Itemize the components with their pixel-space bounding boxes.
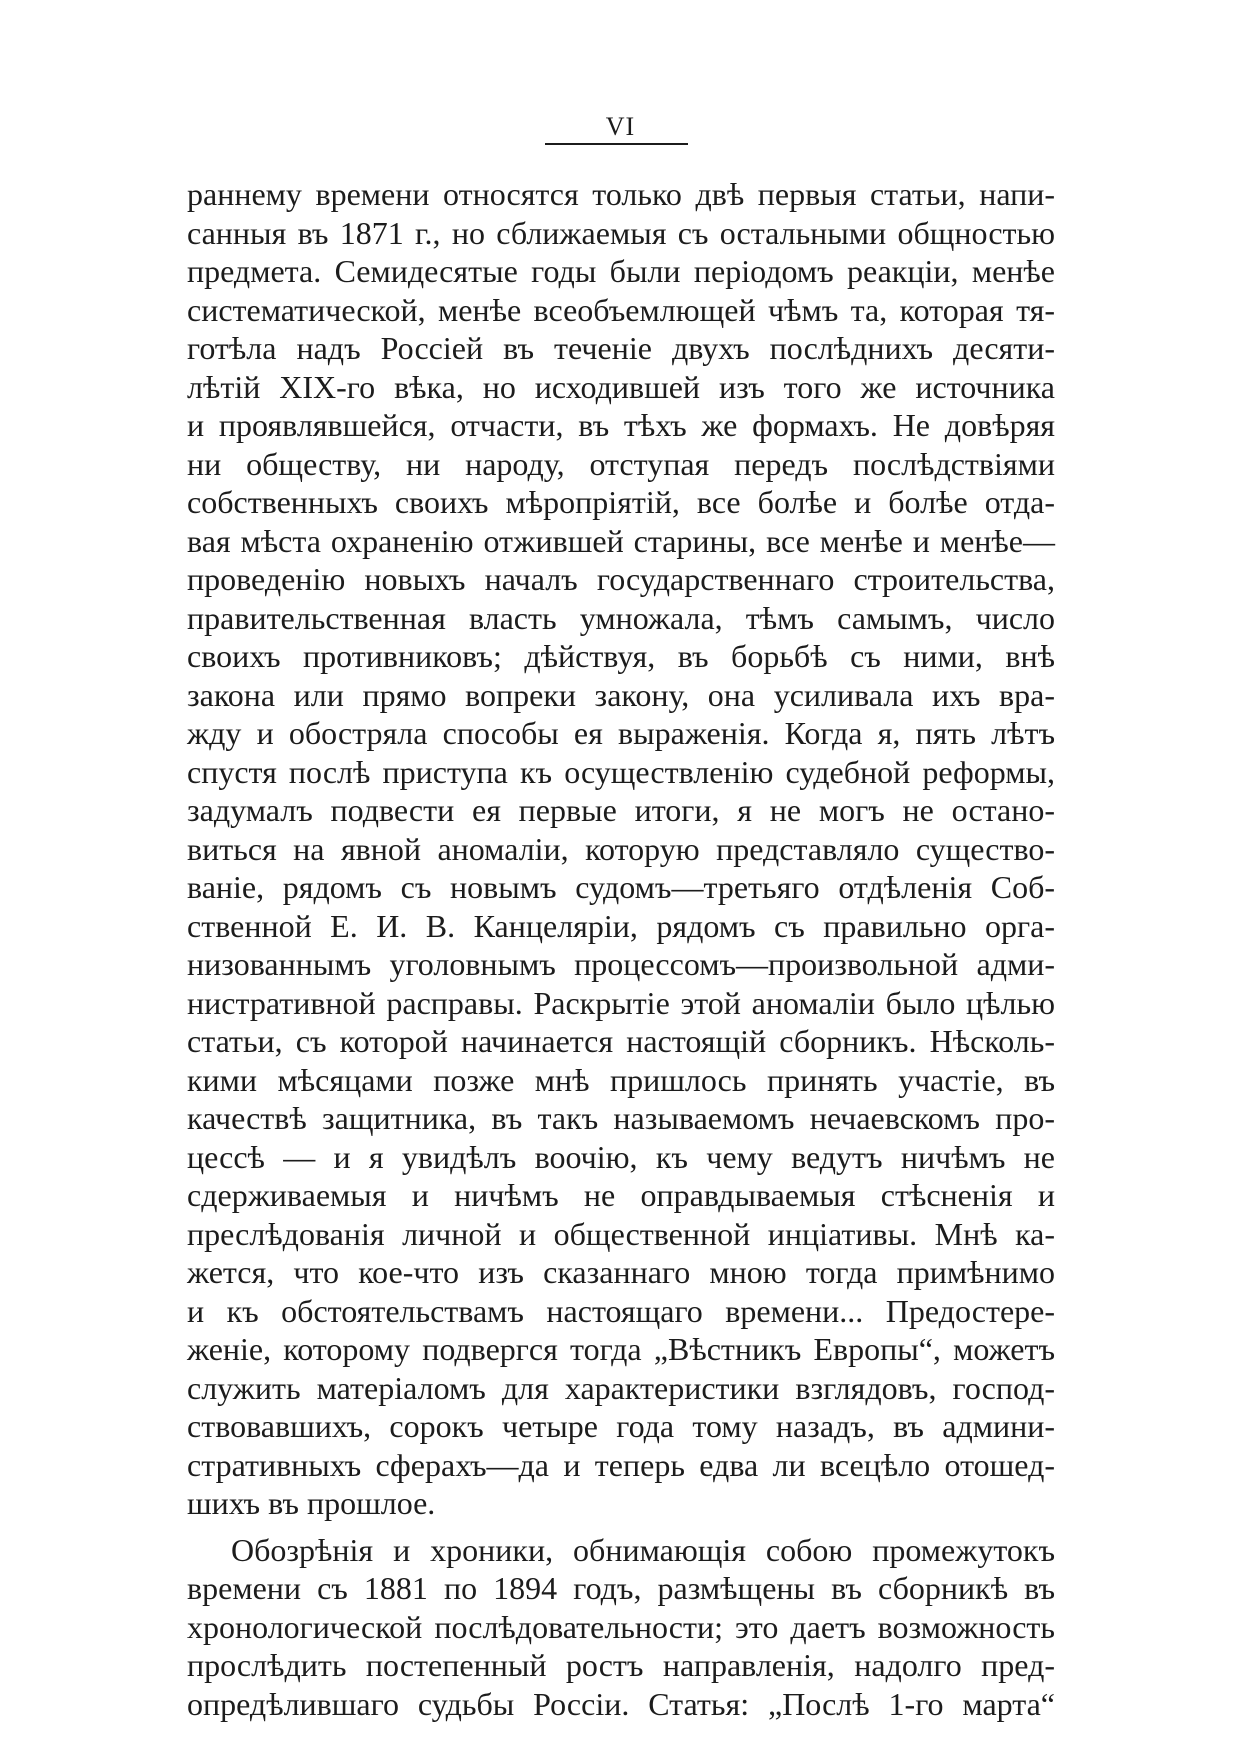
- text-line: шихъ въ прошлое.: [187, 1485, 436, 1521]
- text-line: стративныхъ сферахъ—да и теперь едва ли всецѣло отошед-: [187, 1446, 1055, 1483]
- text-line: предмета. Семидесятые годы были періодомъ реакціи, менѣе: [187, 253, 1055, 289]
- text-line: правительственная власть умножала, тѣмъ самымъ, число: [187, 599, 1055, 636]
- text-line: своихъ противниковъ; дѣйствуя, въ борьбѣ съ ними, внѣ: [187, 638, 1055, 674]
- text-line: низованнымъ уголовнымъ процессомъ—произвольной адми-: [187, 946, 1055, 982]
- text-line: статьи, съ которой начинается настоящій сборникъ. Нѣсколь-: [187, 1023, 1055, 1059]
- text-line: жется, что кое-что изъ сказаннаго мною тогда примѣнимо: [187, 1254, 1055, 1290]
- text-line: вая мѣста охраненію отжившей старины, все менѣе и менѣе—: [187, 522, 1055, 559]
- text-line: времени съ 1881 по 1894 годъ, размѣщены въ сборникѣ въ: [187, 1570, 1055, 1606]
- page-number: VI: [605, 112, 636, 141]
- paragraph-gap: [187, 1523, 1055, 1531]
- text-line: жду и обостряла способы ея выраженія. Когда я, пять лѣтъ: [187, 715, 1055, 751]
- text-line: санныя въ 1871 г., но сближаемыя съ остальными общностью: [187, 214, 1055, 251]
- text-line: ствовавшихъ, сорокъ четыре года тому назадъ, въ админи-: [187, 1408, 1055, 1444]
- text-line: готѣла надъ Россіей въ теченіе двухъ послѣднихъ десяти-: [187, 330, 1055, 366]
- text-line: служить матеріаломъ для характеристики взглядовъ, господ-: [187, 1369, 1055, 1406]
- text-line: и проявлявшейся, отчасти, въ тѣхъ же формахъ. Не довѣряя: [187, 407, 1055, 443]
- text-line: преслѣдованія личной и общественной инціативы. Мнѣ ка-: [187, 1215, 1055, 1252]
- text-line: лѣтій XIX-го вѣка, но исходившей изъ того же источника: [187, 368, 1055, 405]
- header-rule: [545, 143, 688, 145]
- text-line: ни обществу, ни народу, отступая передъ послѣдствіями: [187, 445, 1055, 482]
- text-line: ственной Е. И. В. Канцеляріи, рядомъ съ правильно орга-: [187, 907, 1055, 944]
- text-line: прослѣдить постепенный ростъ направленія, надолго пред-: [187, 1647, 1055, 1683]
- text-line: женіе, которому подвергся тогда „Вѣстникъ Европы“, можетъ: [187, 1331, 1055, 1367]
- text-line: нистративной расправы. Раскрытіе этой аномаліи было цѣлью: [187, 984, 1055, 1021]
- text-line: кими мѣсяцами позже мнѣ пришлось принять участіе, въ: [187, 1061, 1055, 1098]
- text-line: виться на явной аномаліи, которую представляло существо-: [187, 830, 1055, 867]
- text-line: проведенію новыхъ началъ государственнаго строительства,: [187, 561, 1055, 597]
- text-line: закона или прямо вопреки закону, она усиливала ихъ вра-: [187, 676, 1055, 713]
- paragraph-2: [187, 1531, 1055, 1724]
- text-line: опредѣлившаго судьбы Россіи. Статья: „Послѣ 1-го марта“: [187, 1685, 1055, 1722]
- text-line: ваніе, рядомъ съ новымъ судомъ—третьяго отдѣленія Соб-: [187, 869, 1055, 905]
- text-line: сдерживаемыя и ничѣмъ не оправдываемыя стѣсненія и: [187, 1177, 1055, 1213]
- text-line: собственныхъ своихъ мѣропріятій, все болѣе и болѣе отда-: [187, 484, 1055, 520]
- text-line: цессѣ — и я увидѣлъ воочію, къ чему ведутъ ничѣмъ не: [187, 1138, 1055, 1175]
- text-line: и къ обстоятельствамъ настоящаго времени... Предостере-: [187, 1292, 1055, 1329]
- text-line: качествѣ защитника, въ такъ называемомъ нечаевскомъ про-: [187, 1100, 1055, 1136]
- text-line: задумалъ подвести ея первые итоги, я не могъ не остано-: [187, 792, 1055, 828]
- text-line: хронологической послѣдовательности; это даетъ возможность: [187, 1608, 1055, 1645]
- text-line: спустя послѣ приступа къ осуществленію судебной реформы,: [187, 753, 1055, 790]
- text-line: Обозрѣнія и хроники, обнимающія собою промежутокъ: [231, 1531, 1055, 1568]
- body-text: [187, 175, 1055, 1723]
- text-line: раннему времени относятся только двѣ первыя статьи, напи-: [187, 176, 1055, 212]
- text-line: систематической, менѣе всеобъемлющей чѣмъ та, которая тя-: [187, 291, 1055, 328]
- paragraph-1: [187, 175, 1055, 1523]
